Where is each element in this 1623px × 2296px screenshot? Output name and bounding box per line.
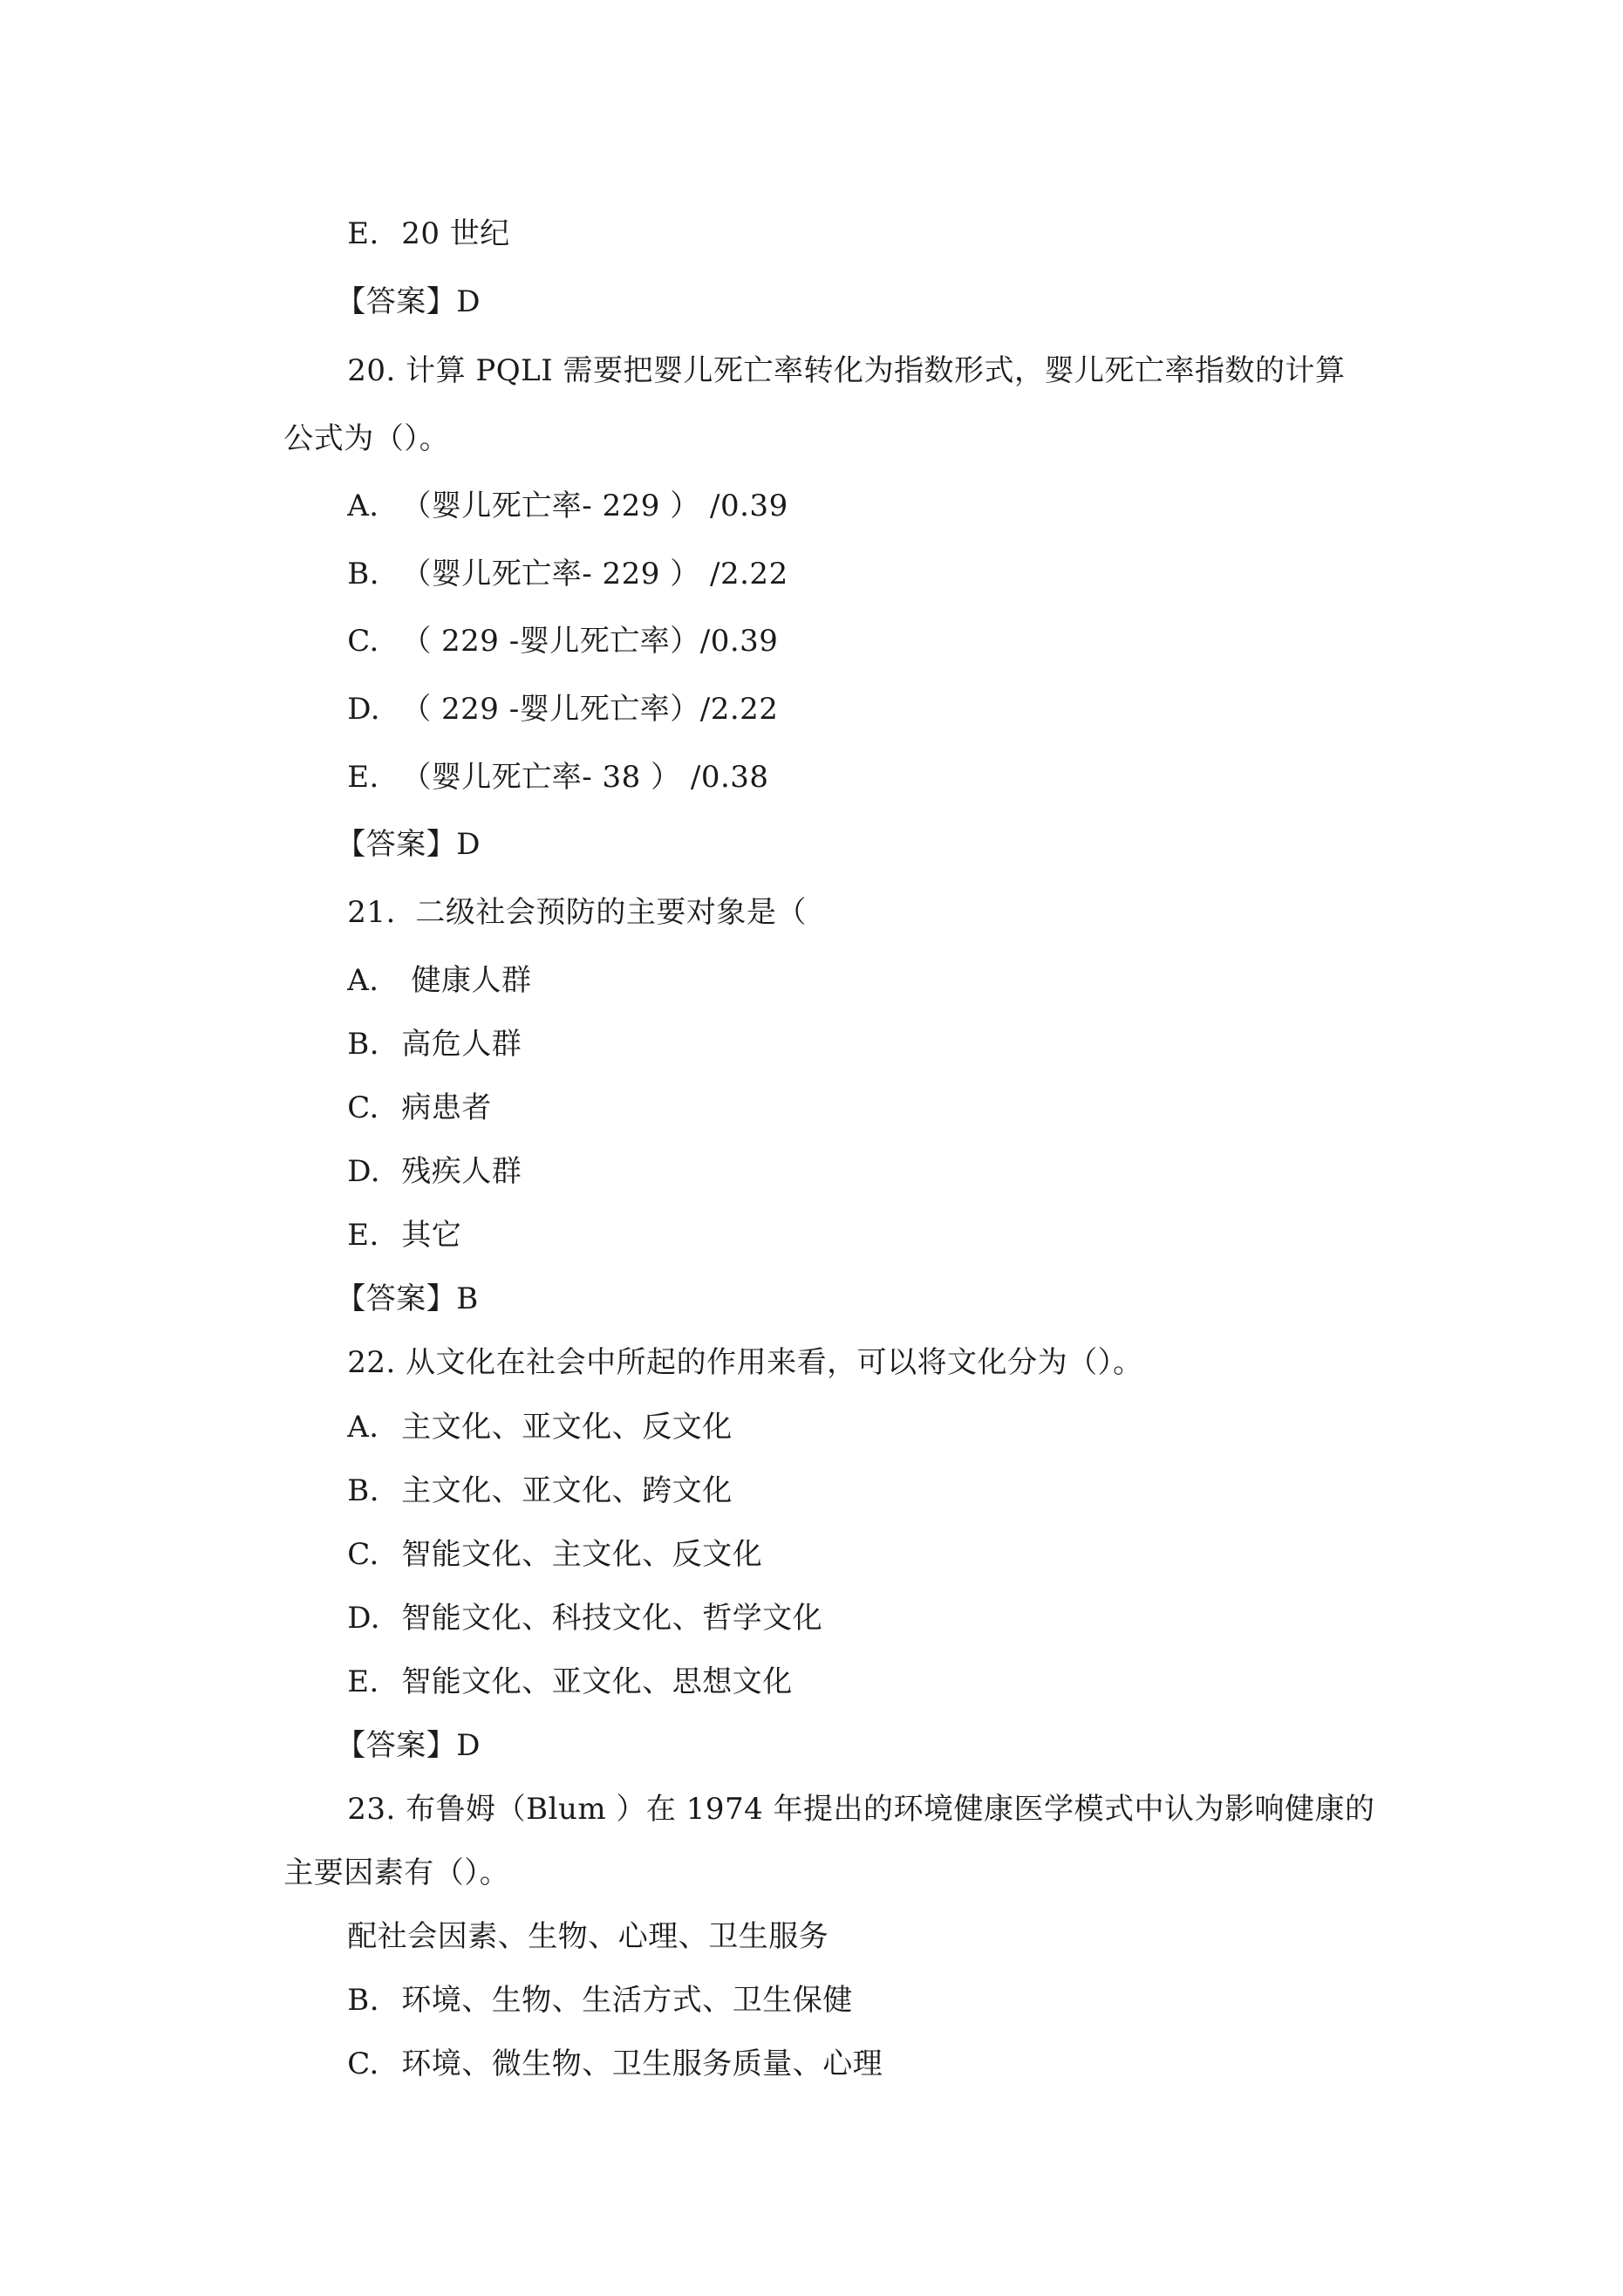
option-letter: C. bbox=[347, 624, 379, 659]
question-text: 主要因素有（）。 bbox=[283, 1855, 510, 1890]
question-text: 21. 二级社会预防的主要对象是（ bbox=[347, 895, 807, 930]
option-letter: A. bbox=[347, 963, 379, 998]
option-text: 环境、微生物、卫生服务质量、心理 bbox=[401, 2047, 883, 2081]
option-letter: B. bbox=[347, 557, 380, 591]
option-letter: C. bbox=[347, 1537, 379, 1572]
option-text: 残疾人群 bbox=[401, 1154, 522, 1189]
option-text: 主文化、亚文化、跨文化 bbox=[401, 1473, 733, 1508]
option-letter: C. bbox=[347, 1090, 379, 1125]
answer-text: 【答案】B bbox=[336, 1281, 479, 1316]
option-text: 智能文化、主文化、反文化 bbox=[401, 1537, 763, 1572]
option-text: 病患者 bbox=[401, 1090, 492, 1125]
option-text: 智能文化、科技文化、哲学文化 bbox=[401, 1601, 823, 1636]
question-text: 23. 布鲁姆（Blum ）在 1974 年提出的环境健康医学模式中认为影响健康的 bbox=[347, 1792, 1375, 1827]
option-letter: B. bbox=[347, 1027, 380, 1062]
option-letter: A. bbox=[347, 489, 379, 523]
option-text: 健康人群 bbox=[401, 963, 532, 998]
question-text: 20. 计算 PQLI 需要把婴儿死亡率转化为指数形式，婴儿死亡率指数的计算 bbox=[347, 353, 1346, 388]
option-letter: B. bbox=[347, 1473, 380, 1508]
option-letter: A. bbox=[347, 1410, 379, 1445]
option-letter: D. bbox=[347, 1601, 381, 1636]
option-letter: E. bbox=[347, 1218, 379, 1253]
option-letter: E. bbox=[347, 1664, 379, 1699]
option-text: 智能文化、亚文化、思想文化 bbox=[401, 1664, 793, 1699]
question-text: 公式为（）。 bbox=[283, 421, 450, 456]
option-letter: D. bbox=[347, 692, 381, 727]
answer-text: 【答案】D bbox=[336, 1728, 481, 1763]
option-text: （ 229 -婴儿死亡率）/2.22 bbox=[401, 692, 779, 727]
option-text: 其它 bbox=[401, 1218, 462, 1253]
option-letter: D. bbox=[347, 1154, 381, 1189]
option-text: （婴儿死亡率- 229 ） /2.22 bbox=[401, 557, 788, 591]
option-letter: B. bbox=[347, 1983, 380, 2018]
option-text: 环境、生物、生活方式、卫生保健 bbox=[401, 1983, 853, 2018]
option-text: （婴儿死亡率- 38 ） /0.38 bbox=[401, 760, 769, 795]
option-text: 主文化、亚文化、反文化 bbox=[401, 1410, 733, 1445]
plain-text: 配社会因素、生物、心理、卫生服务 bbox=[347, 1919, 829, 1954]
option-line bbox=[308, 2012, 883, 2116]
option-text: （ 229 -婴儿死亡率）/0.39 bbox=[401, 624, 779, 659]
answer-text: 【答案】D bbox=[336, 827, 481, 862]
option-text: 20 世纪 bbox=[401, 216, 510, 251]
option-letter: C. bbox=[347, 2047, 379, 2081]
question-text: 22. 从文化在社会中所起的作用来看，可以将文化分为（）。 bbox=[347, 1345, 1143, 1380]
option-text: （婴儿死亡率- 229 ） /0.39 bbox=[401, 489, 788, 523]
option-text: 高危人群 bbox=[401, 1027, 522, 1062]
option-letter: E. bbox=[347, 216, 379, 251]
option-letter: E. bbox=[347, 760, 379, 795]
question-line bbox=[308, 318, 1346, 423]
answer-text: 【答案】D bbox=[336, 284, 481, 319]
